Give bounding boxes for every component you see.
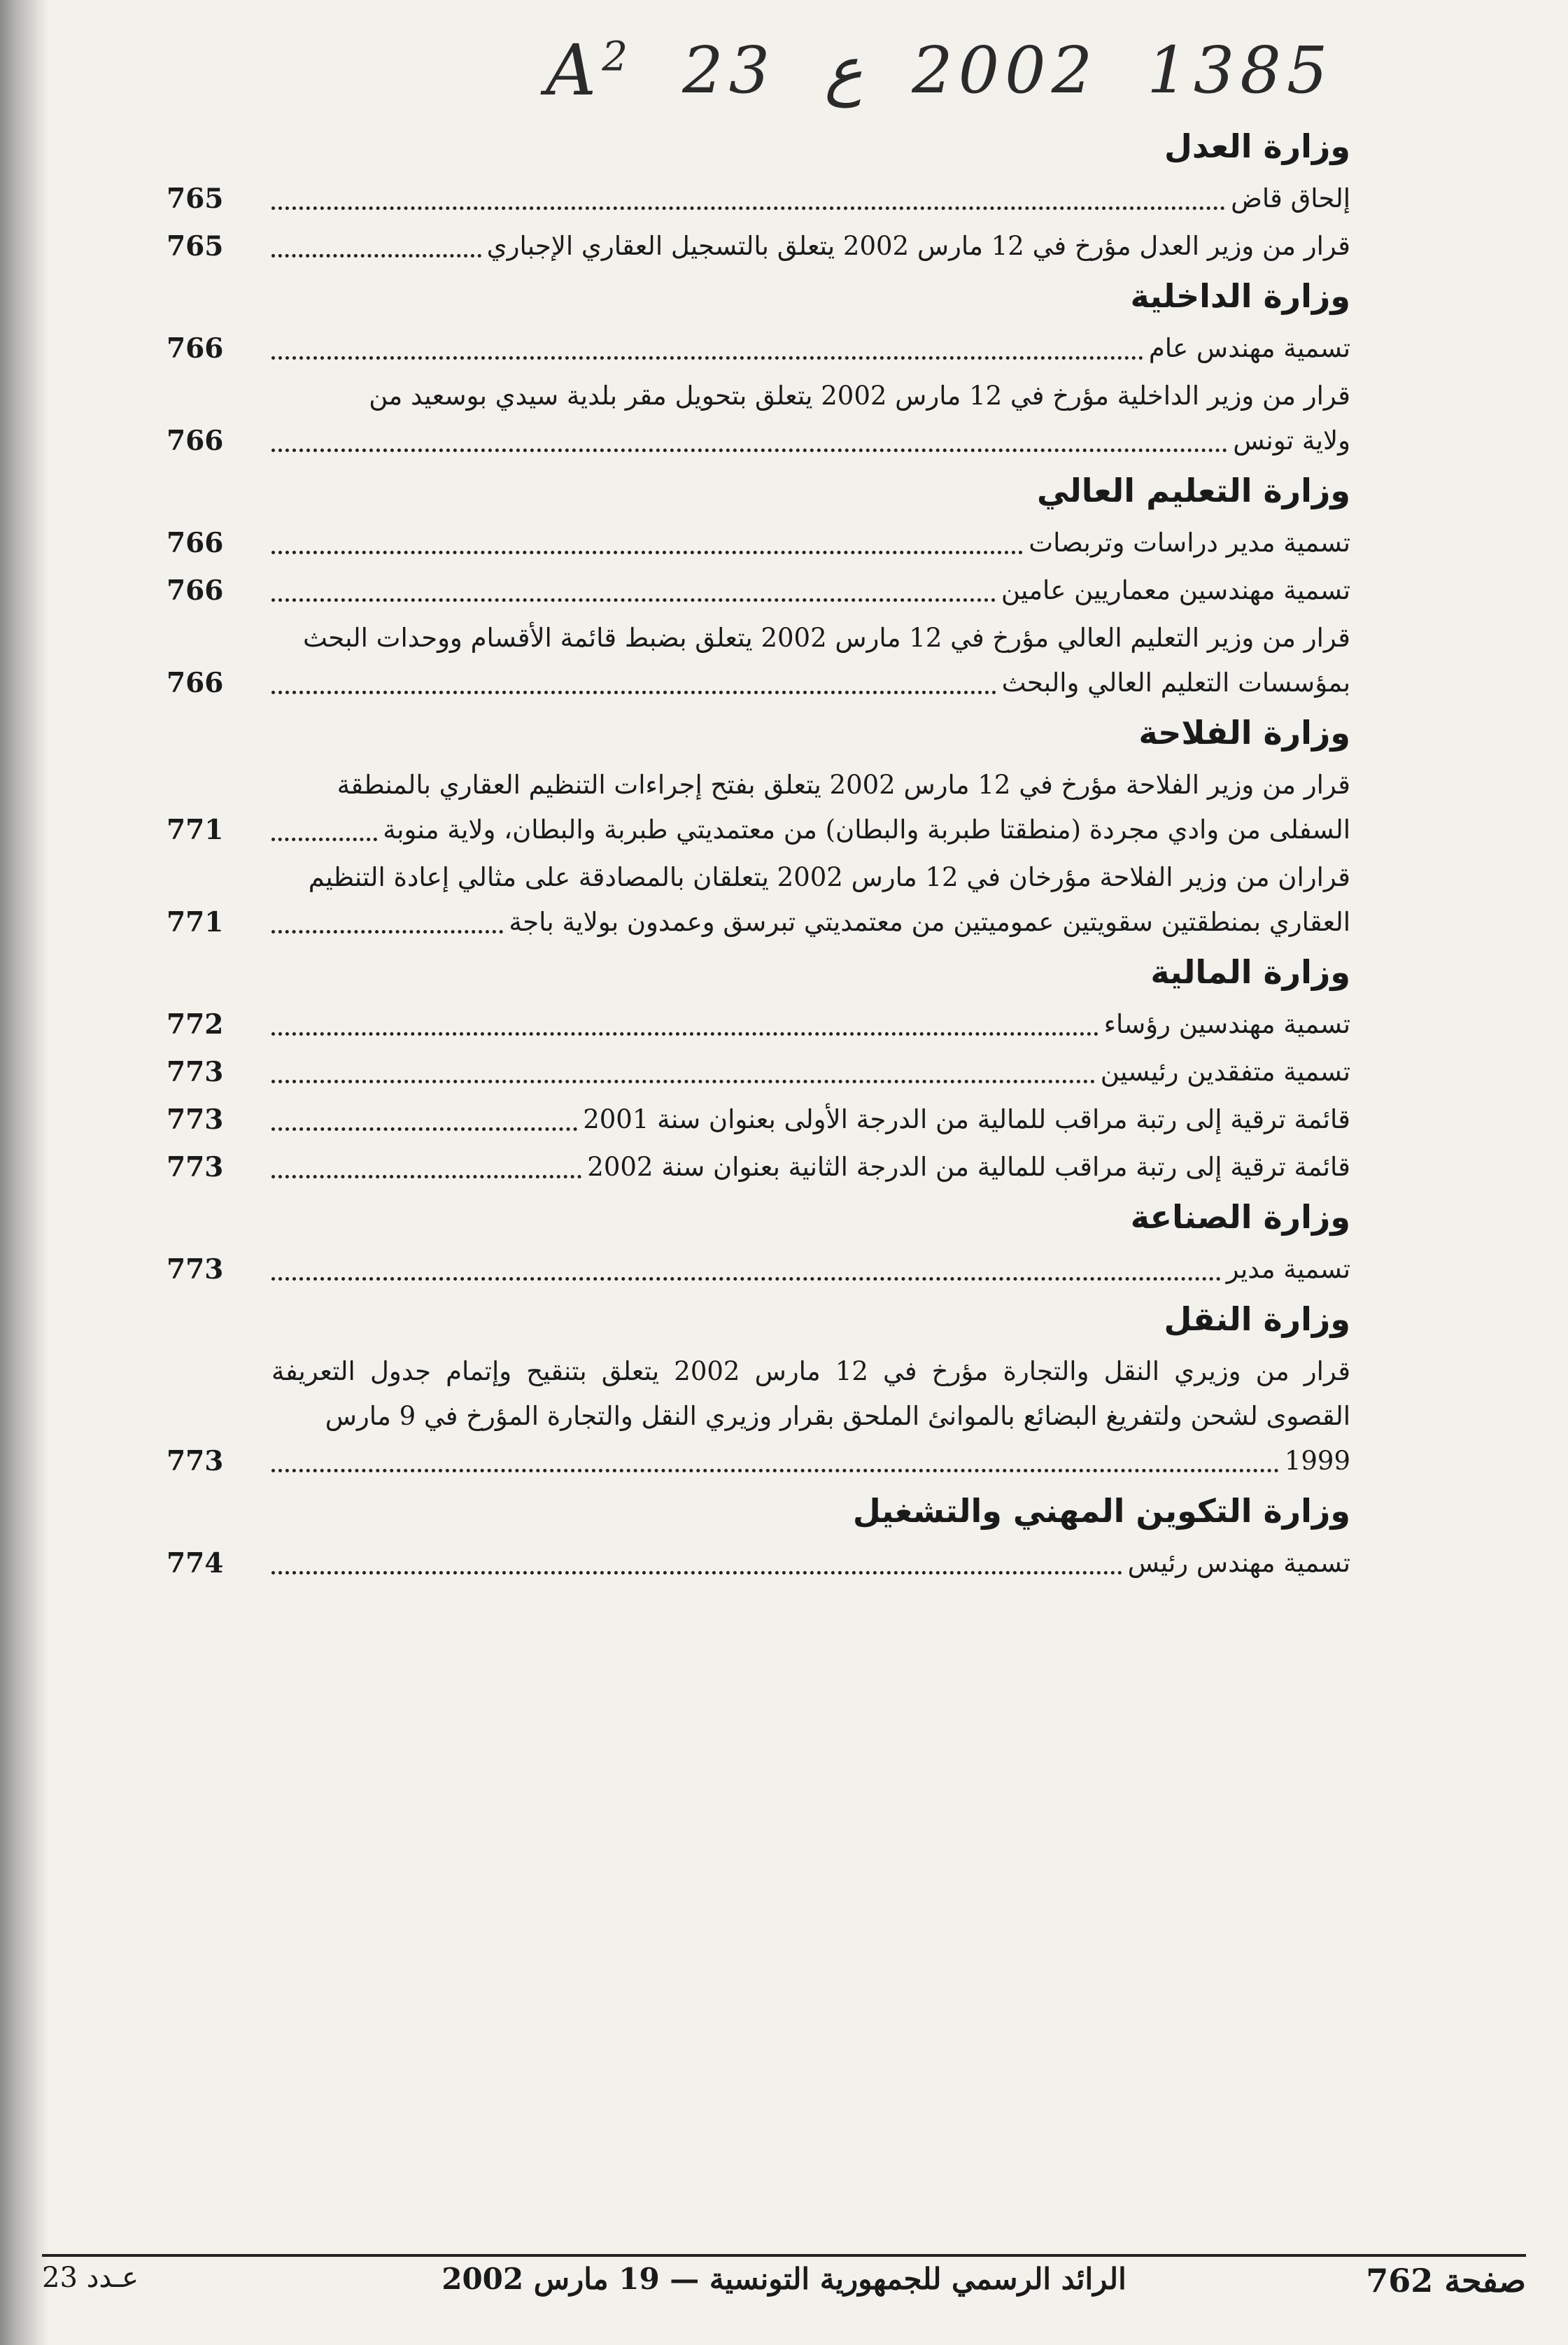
table-of-contents <box>161 119 1350 1589</box>
toc-entry-text-continuation: ولاية تونس <box>1233 425 1350 456</box>
footer-page-number: صفحة 762 <box>1366 2262 1526 2300</box>
page-footer <box>42 2262 1526 2318</box>
toc-page-number: 766 <box>167 425 224 457</box>
toc-entry <box>161 1247 1350 1292</box>
toc-entry-text: تسمية متفقدين رئيسين <box>1100 1057 1350 1087</box>
toc-entry <box>161 616 1350 705</box>
toc-entry <box>161 1145 1350 1190</box>
toc-entry <box>161 224 1350 269</box>
ministry-title: وزارة الداخلية <box>1130 277 1350 315</box>
toc-entry-text: قائمة ترقية إلى رتبة مراقب للمالية من الدرجة الثانية بعنوان سنة 2002 <box>587 1152 1350 1182</box>
ministry-title: وزارة الصناعة <box>1130 1198 1350 1236</box>
ministry-section <box>161 1297 1350 1484</box>
dot-leader <box>271 930 503 934</box>
toc-entry-text: قائمة ترقية إلى رتبة مراقب للمالية من الدرجة الأولى بعنوان سنة 2001 <box>583 1104 1350 1134</box>
toc-entry-text: قرار من وزير الفلاحة مؤرخ في 12 مارس 2002 يتعلق بفتح إجراءات التنظيم العقاري بالمنطقة <box>337 770 1350 800</box>
ministry-title: وزارة المالية <box>1150 953 1350 991</box>
toc-entry <box>161 763 1350 852</box>
dot-leader <box>271 206 1225 210</box>
toc-entry <box>161 1097 1350 1142</box>
ministry-title: وزارة التكوين المهني والتشغيل <box>852 1492 1350 1530</box>
toc-page-number: 773 <box>167 1151 224 1183</box>
toc-page-number: 765 <box>167 230 224 262</box>
toc-entry-text-continuation: العقاري بمنطقتين سقويتين عموميتين من معتمديتي تبرسق وعمدون بولاية باجة <box>509 907 1350 937</box>
toc-page-number: 766 <box>167 332 224 365</box>
toc-entry-text: تسمية مهندس رئيس <box>1127 1548 1350 1578</box>
toc-entry-text: قرار من وزير التعليم العالي مؤرخ في 12 مارس 2002 يتعلق بضبط قائمة الأقسام ووحدات البحث <box>302 623 1350 653</box>
toc-entry-text: قراران من وزير الفلاحة مؤرخان في 12 مارس 2002 يتعلقان بالمصادقة على مثالي إعادة التنظيم <box>308 862 1350 892</box>
handwritten-letter: $A^2$ <box>546 29 634 111</box>
toc-page-number: 765 <box>167 183 224 215</box>
toc-page-number: 772 <box>167 1008 224 1041</box>
toc-entry <box>161 1541 1350 1586</box>
footer-issue-title: الرائد الرسمي للجمهورية التونسية — 19 مارس 2002 <box>442 2262 1126 2296</box>
toc-entry <box>161 855 1350 945</box>
ministry-title: وزارة الفلاحة <box>1138 714 1350 752</box>
toc-page-number: 771 <box>167 906 224 938</box>
dot-leader <box>271 449 1227 452</box>
toc-entry-text: قرار من وزير الداخلية مؤرخ في 12 مارس 2002 يتعلق بتحويل مقر بلدية سيدي بوسعيد من <box>369 381 1350 411</box>
ministry-section <box>161 1195 1350 1292</box>
toc-entry-text: تسمية مهندسين معماريين عامين <box>1001 575 1350 605</box>
toc-page-number: 774 <box>167 1547 224 1579</box>
dot-leader <box>271 356 1143 360</box>
ministry-section <box>161 274 1350 463</box>
toc-entry <box>161 1002 1350 1047</box>
toc-page-number: 773 <box>167 1253 224 1286</box>
ministry-title: وزارة العدل <box>1164 127 1350 165</box>
toc-page-number: 773 <box>167 1056 224 1088</box>
dot-leader <box>271 1277 1221 1281</box>
toc-page-number: 771 <box>167 814 224 846</box>
dot-leader <box>271 1032 1099 1036</box>
toc-entry <box>161 326 1350 371</box>
handwritten-number: 23 <box>682 32 776 108</box>
handwritten-reference: 1385 <box>1147 32 1334 108</box>
ministry-section <box>161 950 1350 1190</box>
toc-entry <box>161 568 1350 613</box>
ministry-title: وزارة النقل <box>1164 1300 1350 1338</box>
ministry-title: وزارة التعليم العالي <box>1036 472 1350 509</box>
toc-page-number: 766 <box>167 575 224 607</box>
ministry-section <box>161 1489 1350 1586</box>
ministry-section <box>161 711 1350 945</box>
handwritten-year: 2002 <box>912 32 1099 108</box>
dot-leader <box>271 254 481 258</box>
toc-page-number: 773 <box>167 1445 224 1477</box>
dot-leader <box>271 1127 577 1131</box>
dot-leader <box>271 551 1023 554</box>
toc-entry <box>161 374 1350 463</box>
dot-leader <box>271 838 377 841</box>
dot-leader <box>271 1080 1095 1083</box>
toc-entry <box>161 1050 1350 1094</box>
handwritten-archive-note <box>546 28 1385 112</box>
toc-entry <box>161 176 1350 221</box>
handwritten-letter-ain: ع <box>824 32 863 108</box>
toc-entry <box>161 521 1350 565</box>
dot-leader <box>271 691 996 694</box>
ministry-section <box>161 469 1350 705</box>
dot-leader <box>271 598 996 602</box>
toc-entry-text-continuation: بمؤسسات التعليم العالي والبحث <box>1001 668 1350 698</box>
toc-page-number: 773 <box>167 1104 224 1136</box>
toc-entry-text: تسمية مهندسين رؤساء <box>1103 1009 1350 1039</box>
toc-entry-text: تسمية مدير دراسات وتربصات <box>1029 528 1350 558</box>
footer-issue-number: عـدد 23 <box>42 2262 139 2294</box>
toc-entry <box>161 1349 1350 1484</box>
scan-edge-shadow <box>0 0 49 2345</box>
toc-page-number: 766 <box>167 527 224 559</box>
toc-entry-text: إلحاق قاض <box>1231 183 1350 213</box>
toc-entry-text: قرار من وزيري النقل والتجارة مؤرخ في 12 مارس 2002 يتعلق بتنقيح وإتمام جدول التعريفة القصوى لشحن ولتفريغ البضائع بالموانئ الملحق بقرار وزيري النقل والتجارة المؤرخ في 9 مارس <box>271 1356 1351 1431</box>
toc-entry-text-continuation: السفلى من وادي مجردة (منطقتا طبربة والبطان) من معتمديتي طبربة والبطان، ولاية منوبة <box>383 815 1350 845</box>
dot-leader <box>271 1175 581 1178</box>
toc-entry-text: تسمية مهندس عام <box>1148 333 1350 363</box>
dot-leader <box>271 1571 1122 1575</box>
ministry-section <box>161 125 1350 269</box>
toc-page-number: 766 <box>167 667 224 699</box>
toc-entry-text: قرار من وزير العدل مؤرخ في 12 مارس 2002 يتعلق بالتسجيل العقاري الإجباري <box>486 231 1350 261</box>
dot-leader <box>271 1469 1279 1472</box>
toc-entry-text-continuation: 1999 <box>1284 1446 1350 1476</box>
toc-entry-text: تسمية مدير <box>1226 1254 1350 1284</box>
footer-divider <box>42 2254 1526 2257</box>
